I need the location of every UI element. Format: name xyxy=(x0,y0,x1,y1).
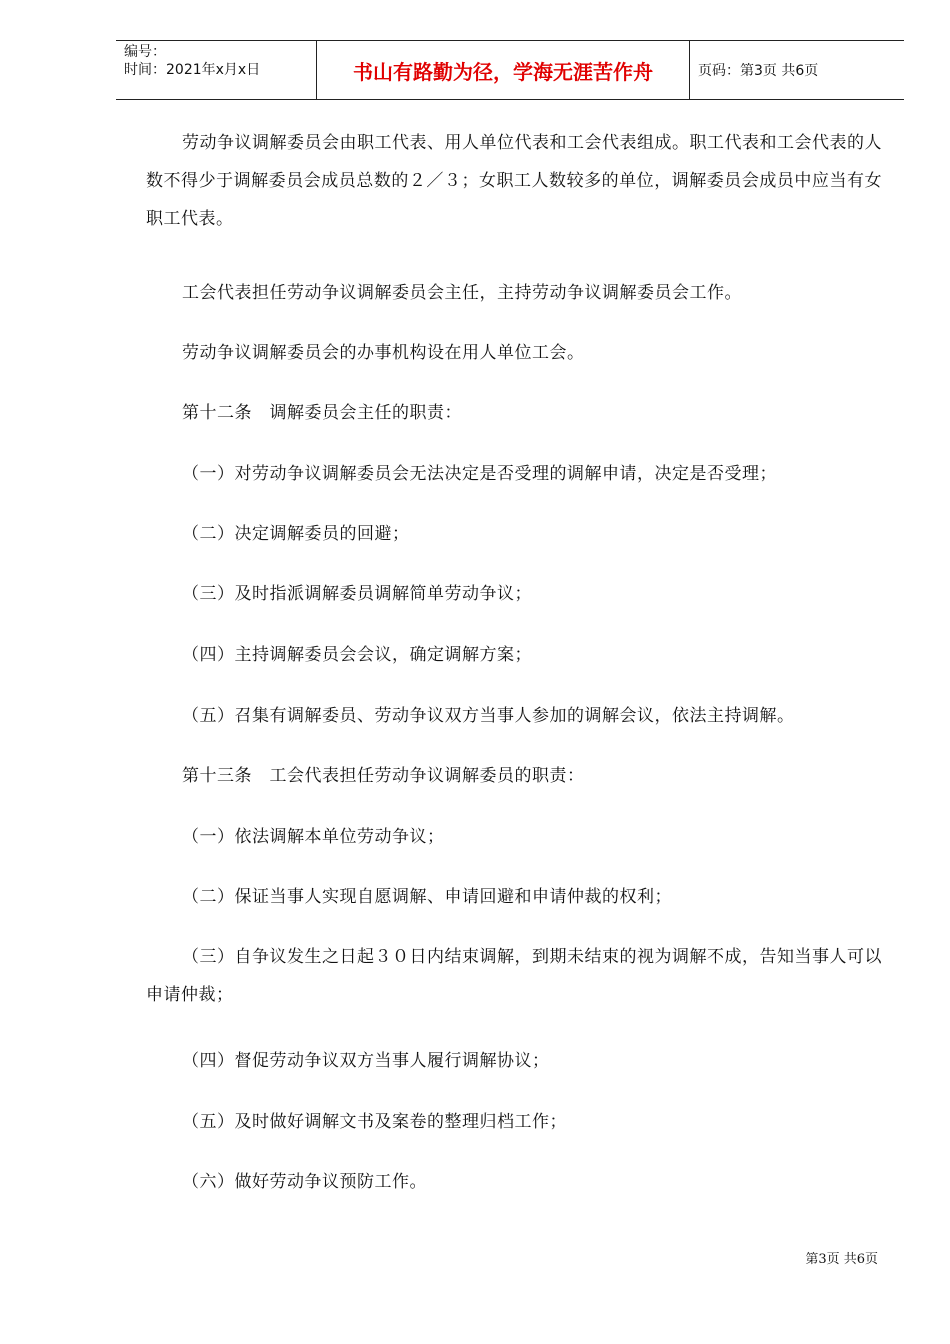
header-motto-cell xyxy=(316,41,690,99)
paragraph-committee-chair: 工会代表担任劳动争议调解委员会主任，主持劳动争议调解委员会工作。 xyxy=(182,283,742,303)
article-13-heading: 第十三条 工会代表担任劳动争议调解委员的职责： xyxy=(182,766,585,786)
article-13-item-3: （三）自争议发生之日起３０日内结束调解，到期未结束的视为调解不成，告知当事人可以申请仲裁； xyxy=(146,947,882,1005)
paragraph-committee-composition: 劳动争议调解委员会由职工代表、用人单位代表和工会代表组成。职工代表和工会代表的人数不得少于调解委员会成员总数的２／３；女职工人数较多的单位，调解委员会成员中应当有女职工代表。 xyxy=(146,133,882,229)
article-13-item-1: （一）依法调解本单位劳动争议； xyxy=(182,827,445,847)
article-12-item-4: （四）主持调解委员会会议，确定调解方案； xyxy=(182,645,532,665)
article-12-item-1: （一）对劳动争议调解委员会无法决定是否受理的调解申请，决定是否受理； xyxy=(182,464,777,484)
article-12-heading: 第十二条 调解委员会主任的职责： xyxy=(182,403,462,423)
article-13-item-5: （五）及时做好调解文书及案卷的整理归档工作； xyxy=(182,1112,567,1132)
article-12-item-2: （二）决定调解委员的回避； xyxy=(182,524,410,544)
document-date-label: 时间：2021年x月x日 xyxy=(124,62,261,78)
article-12-item-5: （五）召集有调解委员、劳动争议双方当事人参加的调解会议，依法主持调解。 xyxy=(182,706,795,726)
paragraph-committee-office: 劳动争议调解委员会的办事机构设在用人单位工会。 xyxy=(182,343,585,363)
page-footer-number: 第3页 共6页 xyxy=(805,1252,878,1267)
article-13-item-6: （六）做好劳动争议预防工作。 xyxy=(182,1172,427,1192)
article-13-item-4: （四）督促劳动争议双方当事人履行调解协议； xyxy=(182,1051,550,1071)
document-number-label: 编号： xyxy=(124,44,166,60)
article-12-item-3: （三）及时指派调解委员调解简单劳动争议； xyxy=(182,584,532,604)
header-meta-cell xyxy=(116,41,316,99)
article-13-item-2: （二）保证当事人实现自愿调解、申请回避和申请仲裁的权利； xyxy=(182,887,672,907)
header-page-info: 页码：第3页 共6页 xyxy=(698,63,819,79)
header-motto: 书山有路勤为径，学海无涯苦作舟 xyxy=(353,59,653,84)
header-page-cell xyxy=(690,41,904,99)
page-header xyxy=(116,40,904,100)
